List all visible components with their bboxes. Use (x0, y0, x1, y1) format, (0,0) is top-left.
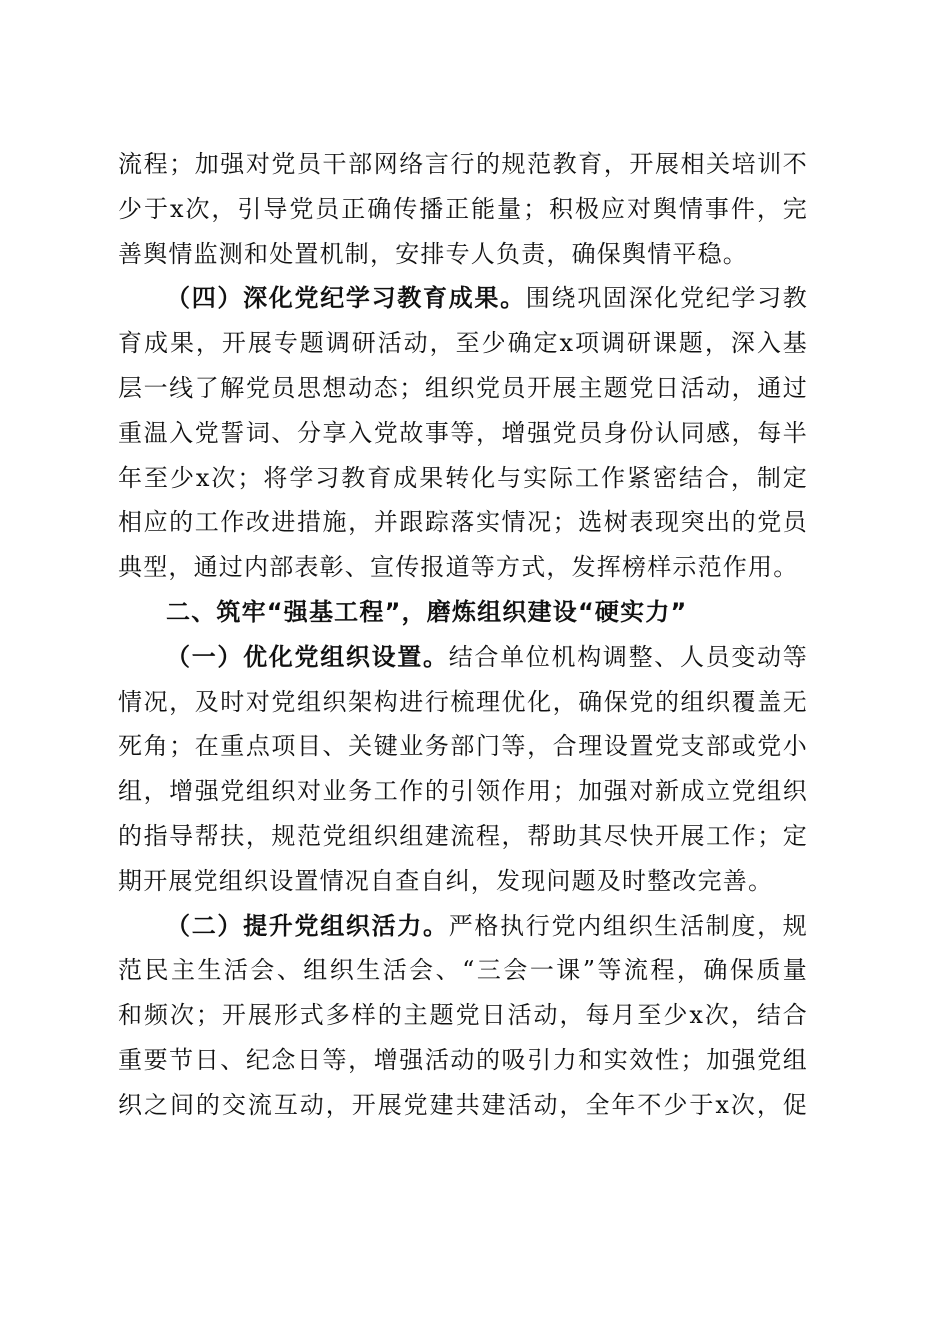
section-lead-rest: 严格执行党内组织生活制度，规 (448, 911, 808, 940)
text-line: 重要节日、纪念日等，增强活动的吸引力和实效性；加强党组 (118, 1045, 808, 1074)
section-lead-rest: 结合单位机构调整、人员变动等 (448, 642, 808, 671)
section-lead: （一）优化党组织设置。 (166, 642, 449, 671)
text-line: 组，增强党组织对业务工作的引领作用；加强对新成立党组织 (118, 777, 808, 806)
text-line: 少于x次，引导党员正确传播正能量；积极应对舆情事件，完 (118, 194, 808, 223)
text-line: 层一线了解党员思想动态；组织党员开展主题党日活动，通过 (118, 373, 808, 402)
text-line: 和频次；开展形式多样的主题党日活动，每月至少x次，结合 (118, 1001, 808, 1030)
text-line: 典型，通过内部表彰、宣传报道等方式，发挥榜样示范作用。 (118, 553, 799, 582)
text-line: 相应的工作改进措施，并跟踪落实情况；选树表现突出的党员 (118, 508, 808, 537)
text-line: 织之间的交流互动，开展党建共建活动，全年不少于x次，促 (118, 1090, 808, 1119)
text-line: 育成果，开展专题调研活动，至少确定x项调研课题，深入基 (118, 329, 808, 358)
section-lead: （二）提升党组织活力。 (166, 911, 449, 940)
paragraph-first-line (118, 276, 808, 321)
text-line: 情况，及时对党组织架构进行梳理优化，确保党的组织覆盖无 (118, 687, 808, 716)
document-page (118, 142, 808, 1128)
text-line: 善舆情监测和处置机制，安排专人负责，确保舆情平稳。 (118, 239, 748, 268)
paragraph-first-line (118, 635, 808, 680)
section-lead-rest: 围绕巩固深化党纪学习教 (525, 284, 808, 313)
text-line: 死角；在重点项目、关键业务部门等，合理设置党支部或党小 (118, 732, 808, 761)
text-line: 范民主生活会、组织生活会、“三会一课”等流程，确保质量 (118, 956, 808, 985)
section-lead: （四）深化党纪学习教育成果。 (166, 284, 526, 313)
paragraph-first-line (118, 904, 808, 949)
section-heading: 二、筑牢“强基工程”，磨炼组织建设“硬实力” (166, 597, 688, 626)
text-line: 流程；加强对党员干部网络言行的规范教育，开展相关培训不 (118, 150, 808, 178)
text-line: 期开展党组织设置情况自查自纠，发现问题及时整改完善。 (118, 866, 774, 895)
text-line: 年至少x次；将学习教育成果转化与实际工作紧密结合，制定 (118, 463, 808, 492)
text-line: 重温入党誓词、分享入党故事等，增强党员身份认同感，每半 (118, 418, 808, 447)
text-line: 的指导帮扶，规范党组织组建流程，帮助其尽快开展工作；定 (118, 821, 808, 850)
